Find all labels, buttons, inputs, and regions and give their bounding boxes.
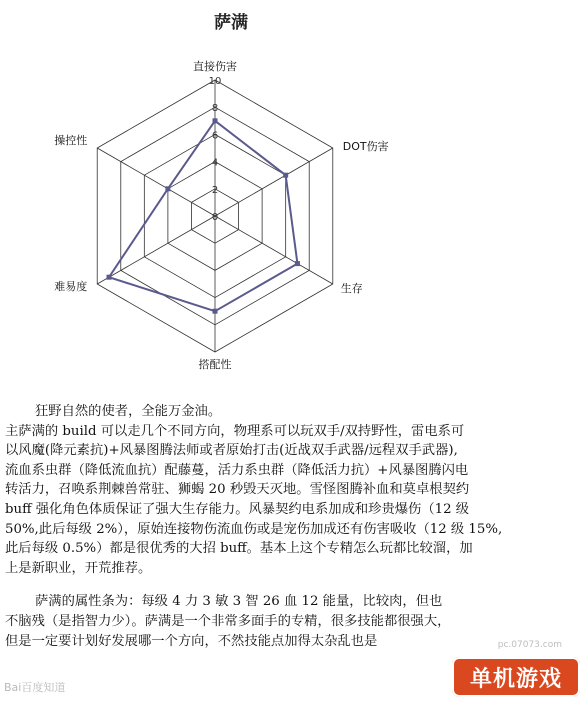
axis-label: 难易度 <box>54 280 88 293</box>
data-point <box>295 261 300 266</box>
text-line: 以风魔(降元素抗)+风暴图腾法师或者原始打击(近战双手武器/远程双手武器), <box>5 443 458 459</box>
text-line: 狂野自然的使者，全能万金油。 <box>35 404 222 419</box>
tick-label: 0 <box>211 212 219 223</box>
axis-label: 搭配性 <box>198 358 232 371</box>
text-line: 转活力，召唤系荆棘兽常驻、狮蝎 20 秒毁天灭地。雪怪图腾补血和莫卓根契约 <box>5 482 470 498</box>
data-point <box>165 186 170 191</box>
paragraph-2 <box>5 592 571 651</box>
site-url-watermark: pc.07073.com <box>497 640 562 650</box>
text-line: buff 强化角色体质保证了强大生存能力。风暴契约电系加成和珍贵爆伤（12 级 <box>5 501 470 517</box>
text-line: 上是新职业，开荒推荐。 <box>5 560 152 576</box>
axis-label: 直接伤害 <box>193 60 237 73</box>
tick-label: 4 <box>211 157 219 169</box>
chart-title: 萨满 <box>214 13 248 33</box>
baidu-watermark: Bai百度知道 <box>4 681 66 694</box>
series-line <box>109 121 297 311</box>
tick-label: 6 <box>211 130 219 142</box>
text-line: 萨满的属性条为：每级 4 力 3 敏 3 智 26 血 12 能量，比较肉，但也 <box>35 594 443 610</box>
axis-spoke <box>215 216 333 284</box>
text-line: 主萨满的 build 可以走几个不同方向，物理系可以玩双手/双持野性，雷电系可 <box>5 423 465 439</box>
tick-label: 10 <box>208 76 222 87</box>
axis-label: 操控性 <box>54 134 88 147</box>
data-point <box>283 173 288 178</box>
data-point <box>213 118 218 123</box>
tick-label: 8 <box>211 103 219 115</box>
radar-series <box>106 118 299 313</box>
axis-spoke <box>97 216 215 284</box>
text-line: 不脑残（是指智力少）。萨满是一个非常多面手的专精，很多技能都很强大， <box>5 613 451 629</box>
axis-label: DOT伤害 <box>342 140 389 153</box>
description-text <box>5 402 571 651</box>
text-line: 流血系虫群（降低流血抗）配藤蔓，活力系虫群（降低活力抗）+风暴图腾闪电 <box>5 462 469 478</box>
text-line: 此后每级 0.5%）都是很优秀的大招 buff。基本上这个专精怎么玩都比较溜，加 <box>5 541 473 557</box>
radar-axis-labels <box>54 59 388 371</box>
site-logo: 单机游戏 <box>452 657 580 697</box>
tick-label: 2 <box>211 184 219 196</box>
axis-spoke <box>215 148 333 216</box>
paragraph-1 <box>5 402 571 578</box>
text-line: 50%,此后每级 2%），原始连接物伤流血伤或是宠伤加成还有伤害吸收（12 级 15%, <box>5 521 503 537</box>
data-point <box>213 309 218 314</box>
data-point <box>106 275 111 280</box>
text-line: 但是一定要计划好发展哪一个方向，不然技能点加得太杂乱也是 <box>5 633 378 649</box>
axis-label: 生存 <box>340 282 363 295</box>
